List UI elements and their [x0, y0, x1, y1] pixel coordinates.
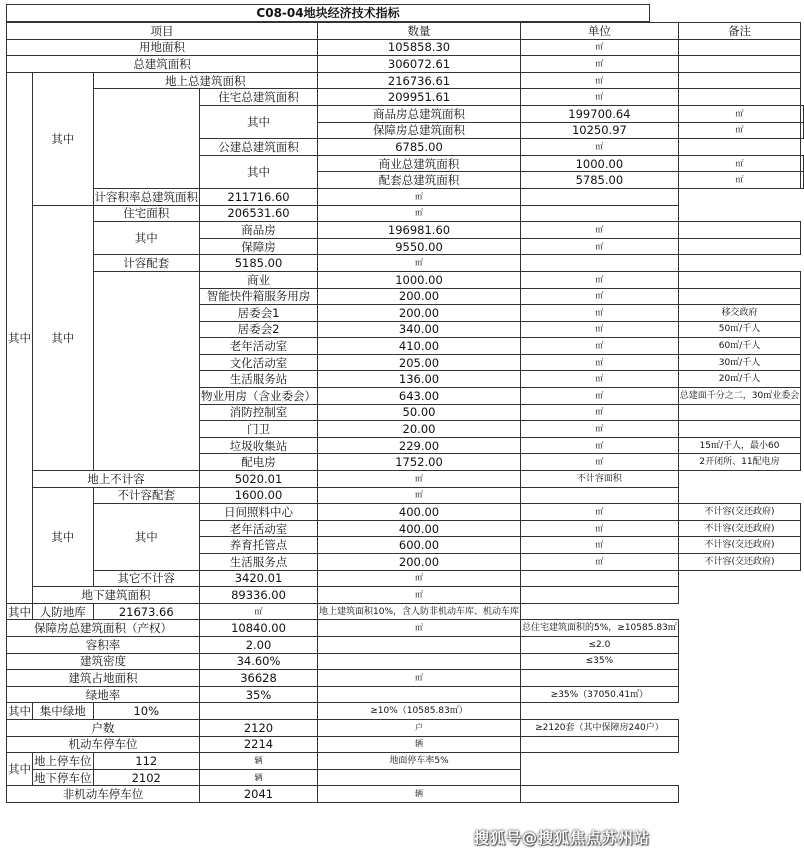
note-cell [801, 155, 804, 172]
item-cell: 保障房总建筑面积（产权） [7, 620, 200, 637]
item-cell: 公建总建筑面积 [200, 139, 318, 156]
quantity-cell: 1752.00 [318, 454, 521, 471]
unit-cell: ㎡ [521, 288, 679, 305]
table-row [7, 570, 804, 587]
item-cell: 保障房总建筑面积 [318, 122, 521, 139]
item-cell: 配电房 [200, 454, 318, 471]
item-cell: 物业用房（含业委会） [201, 388, 316, 403]
unit-cell: ㎡ [521, 437, 679, 454]
item-cell: 老年活动室 [200, 520, 318, 537]
note-cell [521, 736, 679, 753]
group-label-qizhong: 其中 [93, 222, 200, 255]
item-cell: 生活服务站 [200, 371, 318, 388]
note-cell [678, 89, 800, 106]
unit-cell: ㎡ [678, 172, 800, 189]
note-cell [678, 271, 800, 288]
quantity-cell: 2041 [200, 786, 318, 803]
quantity-cell: 400.00 [318, 520, 521, 537]
quantity-cell: 6785.00 [318, 139, 521, 156]
note-cell: ≥2120套（其中保障房240户） [521, 719, 679, 736]
quantity-cell: 34.60% [200, 653, 318, 670]
note-cell: ≤35% [521, 653, 679, 670]
quantity-cell: 1000.00 [318, 271, 521, 288]
note-cell [801, 105, 804, 122]
item-cell: 商品房总建筑面积 [318, 105, 521, 122]
item-cell: 住宅总建筑面积 [200, 89, 318, 106]
header-unit: 单位 [521, 23, 679, 40]
note-cell [521, 255, 679, 272]
item-cell: 户数 [7, 719, 200, 736]
item-cell: 配套总建筑面积 [318, 172, 521, 189]
unit-cell [318, 686, 521, 703]
unit-cell: ㎡ [521, 554, 679, 571]
quantity-cell: 35% [200, 686, 318, 703]
unit-cell: ㎡ [318, 471, 521, 488]
unit-cell: ㎡ [678, 105, 800, 122]
quantity-cell: 200.00 [318, 554, 521, 571]
table-row [7, 56, 804, 73]
quantity-cell: 10% [93, 703, 200, 720]
table-row [7, 603, 804, 620]
quantity-cell: 199700.64 [521, 105, 679, 122]
note-cell [678, 139, 800, 156]
note-cell [521, 786, 679, 803]
quantity-cell: 205.00 [318, 354, 521, 371]
note-cell: 总建面千分之二，30㎡业委会 [678, 388, 800, 405]
quantity-cell: 2120 [200, 719, 318, 736]
quantity-cell: 2.00 [200, 636, 318, 653]
unit-cell: ㎡ [521, 520, 679, 537]
note-cell: 50㎡/千人 [678, 321, 800, 338]
header-note: 备注 [678, 23, 800, 40]
unit-cell: ㎡ [521, 305, 679, 322]
item-cell: 居委会1 [200, 305, 318, 322]
item-cell: 老年活动室 [200, 338, 318, 355]
quantity-cell: 2214 [200, 736, 318, 753]
unit-cell: ㎡ [521, 89, 679, 106]
table-row [7, 271, 804, 288]
note-cell [678, 238, 800, 255]
header-item: 项目 [7, 23, 318, 40]
quantity-cell: 5785.00 [521, 172, 679, 189]
note-cell [521, 205, 679, 222]
item-cell: 其它不计容 [93, 570, 200, 587]
item-cell: 计容配套 [93, 255, 200, 272]
item-cell: 用地面积 [7, 39, 318, 56]
economic-indicator-table [6, 22, 804, 803]
item-cell: 建筑占地面积 [7, 670, 200, 687]
header-row [7, 23, 804, 40]
quantity-cell: 89336.00 [200, 587, 318, 604]
unit-cell: ㎡ [318, 205, 521, 222]
quantity-cell: 600.00 [318, 537, 521, 554]
note-cell [318, 769, 521, 786]
table-row [7, 222, 804, 239]
quantity-cell: 21673.66 [93, 603, 200, 620]
note-cell: 2开闭所、11配电房 [678, 454, 800, 471]
note-cell [678, 404, 800, 421]
note-cell [521, 670, 679, 687]
table-row [7, 39, 804, 56]
table-row [7, 769, 804, 786]
note-cell: 不计容(交还政府) [678, 537, 800, 554]
table-row [7, 703, 804, 720]
quantity-cell: 400.00 [318, 504, 521, 521]
item-cell: 不计容配套 [93, 487, 200, 504]
table-row [7, 686, 804, 703]
unit-cell: ㎡ [521, 321, 679, 338]
item-cell: 智能快件箱服务用房 [200, 288, 318, 305]
item-cell: 总建筑面积 [7, 56, 318, 73]
unit-cell: ㎡ [521, 238, 679, 255]
quantity-cell: 5020.01 [200, 471, 318, 488]
quantity-cell: 20.00 [318, 421, 521, 438]
item-cell: 文化活动室 [200, 354, 318, 371]
unit-cell: ㎡ [318, 587, 521, 604]
unit-cell: ㎡ [521, 222, 679, 239]
group-label-qizhong: 其中 [8, 604, 31, 619]
quantity-cell: 229.00 [318, 437, 521, 454]
table-row [7, 72, 804, 89]
unit-cell: ㎡ [678, 155, 800, 172]
item-cell: 地上不计容 [33, 471, 200, 488]
unit-cell: ㎡ [521, 338, 679, 355]
note-cell: 移交政府 [678, 305, 800, 322]
item-cell: 门卫 [200, 421, 318, 438]
item-cell: 住宅面积 [93, 205, 200, 222]
unit-cell: ㎡ [521, 56, 679, 73]
note-cell [521, 570, 679, 587]
item-cell: 居委会2 [200, 321, 318, 338]
note-cell [678, 222, 800, 239]
group-label-qizhong: 其中 [33, 72, 94, 205]
unit-cell: ㎡ [521, 271, 679, 288]
quantity-cell: 206531.60 [200, 205, 318, 222]
item-cell: 集中绿地 [33, 703, 94, 720]
table-row [7, 736, 804, 753]
group-label-qizhong: 其中 [93, 504, 200, 570]
unit-cell: ㎡ [521, 537, 679, 554]
quantity-cell: 410.00 [318, 338, 521, 355]
quantity-cell: 5185.00 [200, 255, 318, 272]
header-quantity: 数量 [318, 23, 521, 40]
quantity-cell: 200.00 [318, 288, 521, 305]
item-cell: 地下停车位 [34, 770, 92, 785]
group-label-qizhong: 其中 [8, 704, 31, 719]
unit-cell: 辆 [318, 786, 521, 803]
note-cell: 不计容面积 [521, 471, 679, 488]
note-cell [678, 56, 800, 73]
group-spacer [93, 271, 200, 470]
quantity-cell: 1000.00 [521, 155, 679, 172]
unit-cell: ㎡ [318, 620, 521, 637]
quantity-cell: 136.00 [318, 371, 521, 388]
note-cell: 20㎡/千人 [678, 371, 800, 388]
unit-cell: ㎡ [678, 122, 800, 139]
unit-cell: ㎡ [318, 670, 521, 687]
quantity-cell: 200.00 [318, 305, 521, 322]
quantity-cell: 10840.00 [200, 620, 318, 637]
table-row [7, 636, 804, 653]
item-cell: 人防地库 [33, 603, 94, 620]
note-cell [678, 421, 800, 438]
table-row [7, 205, 804, 222]
unit-cell: ㎡ [318, 487, 521, 504]
group-label-qizhong: 其中 [7, 72, 33, 603]
group-label-qizhong: 其中 [33, 487, 94, 587]
item-cell: 保障房 [200, 238, 318, 255]
item-cell: 商业总建筑面积 [318, 155, 521, 172]
group-label-qizhong: 其中 [7, 753, 33, 786]
item-cell: 养育托管点 [200, 537, 318, 554]
item-cell: 商品房 [200, 222, 318, 239]
unit-cell: ㎡ [318, 255, 521, 272]
table-row [7, 670, 804, 687]
note-cell [801, 172, 804, 189]
note-cell: 不计容(交还政府) [678, 554, 800, 571]
quantity-cell: 50.00 [318, 404, 521, 421]
table-row [7, 753, 804, 770]
note-cell: 地上建筑面积10%，含人防非机动车库、机动车库 [318, 603, 521, 620]
note-cell: 不计容(交还政府) [678, 504, 800, 521]
unit-cell: ㎡ [521, 421, 679, 438]
table-row [7, 620, 804, 637]
item-cell: 绿地率 [7, 686, 200, 703]
note-cell [678, 288, 800, 305]
item-cell: 计容积率总建筑面积 [94, 189, 198, 204]
note-cell: 60㎡/千人 [678, 338, 800, 355]
table-row [7, 188, 804, 205]
group-label-qizhong: 其中 [200, 105, 318, 138]
table-row [7, 255, 804, 272]
quantity-cell: 306072.61 [318, 56, 521, 73]
note-cell: ≤2.0 [521, 636, 679, 653]
quantity-cell: 10250.97 [521, 122, 679, 139]
unit-cell [318, 653, 521, 670]
table-row [7, 786, 804, 803]
note-cell: ≥35%（37050.41㎡） [521, 686, 679, 703]
note-cell [801, 122, 804, 139]
group-spacer [93, 89, 200, 189]
table-row [7, 587, 804, 604]
table-row [7, 719, 804, 736]
unit-cell: 辆 [200, 769, 318, 786]
note-cell: 总住宅建筑面积的5%，≥10585.83㎡ [521, 620, 679, 637]
unit-cell [200, 703, 318, 720]
quantity-cell: 3420.01 [200, 570, 318, 587]
item-cell: 地上总建筑面积 [93, 72, 318, 89]
note-cell [678, 39, 800, 56]
quantity-cell: 209951.61 [318, 89, 521, 106]
quantity-cell: 340.00 [318, 321, 521, 338]
item-cell: 地下建筑面积 [33, 587, 200, 604]
table-row [7, 471, 804, 488]
note-cell: ≥10%（10585.83㎡） [318, 703, 521, 720]
note-cell: 15㎡/千人，最小60 [678, 437, 800, 454]
unit-cell: ㎡ [200, 603, 318, 620]
unit-cell: ㎡ [521, 354, 679, 371]
note-cell [521, 188, 679, 205]
item-cell: 垃圾收集站 [200, 437, 318, 454]
unit-cell: ㎡ [521, 404, 679, 421]
unit-cell: ㎡ [318, 570, 521, 587]
note-cell [678, 72, 800, 89]
quantity-cell: 211716.60 [200, 188, 318, 205]
table-row [7, 89, 804, 106]
table-title: C08-04地块经济技术指标 [6, 4, 650, 22]
unit-cell: ㎡ [521, 388, 679, 405]
note-cell: 不计容(交还政府) [678, 520, 800, 537]
item-cell: 机动车停车位 [7, 736, 200, 753]
table-row [7, 487, 804, 504]
quantity-cell: 36628 [200, 670, 318, 687]
note-cell [521, 487, 679, 504]
watermark: 搜狐号@搜狐焦点苏州站 [473, 829, 650, 847]
note-cell [521, 587, 679, 604]
quantity-cell: 643.00 [318, 388, 521, 405]
unit-cell: 辆 [318, 736, 521, 753]
unit-cell: ㎡ [521, 72, 679, 89]
quantity-cell: 2102 [93, 769, 200, 786]
table-row [7, 504, 804, 521]
unit-cell: ㎡ [521, 454, 679, 471]
quantity-cell: 1600.00 [200, 487, 318, 504]
item-cell: 商业 [200, 271, 318, 288]
item-cell: 地上停车位 [34, 753, 92, 768]
unit-cell: ㎡ [318, 188, 521, 205]
item-cell: 建筑密度 [7, 653, 200, 670]
unit-cell: ㎡ [521, 139, 679, 156]
quantity-cell: 196981.60 [318, 222, 521, 239]
item-cell: 非机动车停车位 [7, 786, 200, 803]
group-label-qizhong: 其中 [200, 155, 318, 188]
table-row [7, 653, 804, 670]
group-label-qizhong: 其中 [33, 205, 94, 471]
quantity-cell: 112 [93, 753, 200, 770]
unit-cell: ㎡ [521, 371, 679, 388]
note-cell: 地面停车率5% [318, 753, 521, 770]
item-cell: 消防控制室 [200, 404, 318, 421]
note-cell: 30㎡/千人 [678, 354, 800, 371]
quantity-cell: 105858.30 [318, 39, 521, 56]
item-cell: 容积率 [7, 636, 200, 653]
unit-cell: 辆 [200, 753, 318, 770]
item-cell: 生活服务点 [200, 554, 318, 571]
unit-cell [318, 636, 521, 653]
quantity-cell: 9550.00 [318, 238, 521, 255]
item-cell: 日间照料中心 [200, 504, 318, 521]
unit-cell: ㎡ [521, 39, 679, 56]
quantity-cell: 216736.61 [318, 72, 521, 89]
unit-cell: ㎡ [521, 504, 679, 521]
unit-cell: 户 [318, 719, 521, 736]
